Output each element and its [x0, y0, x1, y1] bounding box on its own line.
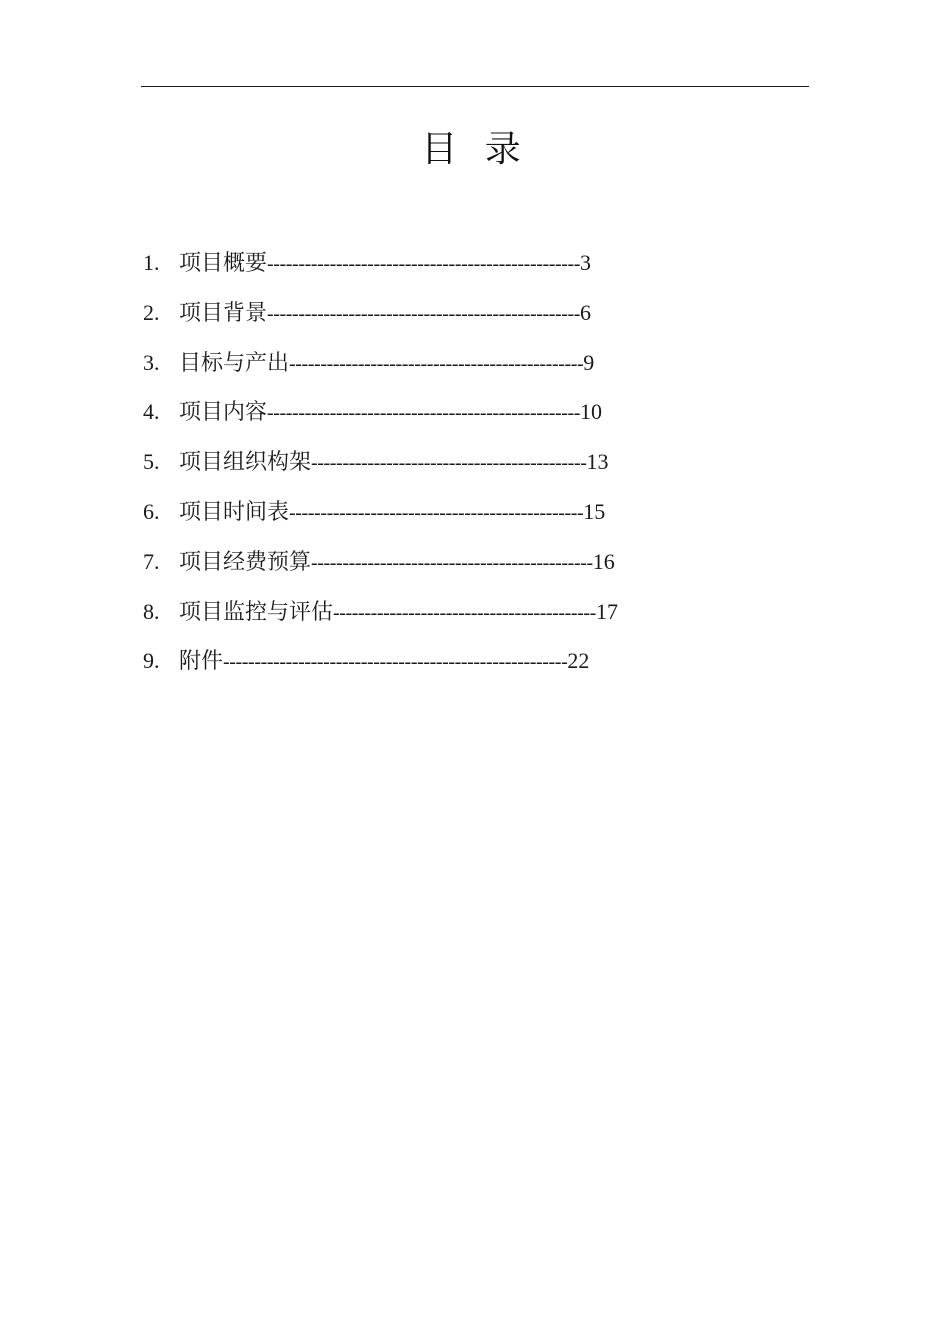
toc-entry-leader: -----------------------------------------------: [289, 501, 584, 524]
toc-entry-text: 项目时间表: [179, 499, 290, 525]
toc-entry-9[interactable]: [143, 641, 618, 691]
toc-entry-number: 3.: [143, 349, 160, 375]
toc-entry-7[interactable]: [143, 542, 618, 592]
toc-entry-leader: -----------------------------------------------: [289, 352, 584, 375]
toc-entry-text: 项目经费预算: [179, 549, 312, 575]
toc-entry-page: 6: [580, 299, 592, 325]
toc-entry-number: 6.: [143, 498, 160, 524]
table-of-contents: [143, 243, 618, 691]
toc-entry-4[interactable]: [143, 392, 618, 442]
toc-entry-text: 项目监控与评估: [179, 599, 334, 625]
toc-entry-page: 17: [595, 598, 618, 624]
toc-entry-text: 项目概要: [179, 251, 268, 276]
toc-entry-leader: -------------------------------------------------------: [223, 651, 568, 674]
toc-entry-leader: --------------------------------------------------: [267, 253, 581, 275]
toc-entry-text: 项目背景: [179, 300, 268, 326]
toc-entry-number: 7.: [143, 548, 160, 574]
toc-entry-leader: --------------------------------------------------: [267, 402, 581, 425]
header-rule: [141, 86, 809, 87]
toc-entry-page: 13: [586, 449, 609, 475]
toc-entry-number: 2.: [143, 299, 160, 325]
toc-entry-text: 项目组织构架: [179, 450, 312, 476]
toc-entry-leader: ------------------------------------------: [333, 601, 596, 624]
toc-entry-page: 10: [580, 399, 603, 425]
toc-entry-2[interactable]: [143, 293, 618, 343]
toc-entry-number: 1.: [143, 250, 160, 275]
toc-entry-text: 附件: [179, 649, 224, 675]
toc-entry-page: 16: [592, 548, 615, 574]
toc-title: 目 录: [421, 129, 529, 170]
toc-entry-number: 8.: [143, 598, 160, 624]
toc-entry-number: 4.: [143, 399, 160, 425]
toc-entry-6[interactable]: [143, 492, 618, 542]
toc-entry-3[interactable]: [143, 343, 618, 393]
toc-entry-page: 9: [583, 349, 595, 375]
toc-entry-page: 15: [583, 498, 606, 524]
toc-entry-leader: ---------------------------------------------: [311, 551, 593, 574]
toc-entry-number: 9.: [143, 648, 160, 674]
toc-entry-text: 目标与产出: [179, 350, 290, 376]
toc-entry-leader: --------------------------------------------------: [267, 302, 581, 325]
toc-entry-page: 3: [580, 250, 592, 275]
toc-entry-page: 22: [567, 648, 590, 674]
toc-entry-number: 5.: [143, 449, 160, 475]
toc-entry-text: 项目内容: [179, 400, 268, 426]
toc-entry-leader: --------------------------------------------: [311, 452, 587, 475]
toc-entry-1[interactable]: [143, 243, 618, 293]
toc-entry-8[interactable]: [143, 592, 618, 642]
toc-entry-5[interactable]: [143, 442, 618, 492]
